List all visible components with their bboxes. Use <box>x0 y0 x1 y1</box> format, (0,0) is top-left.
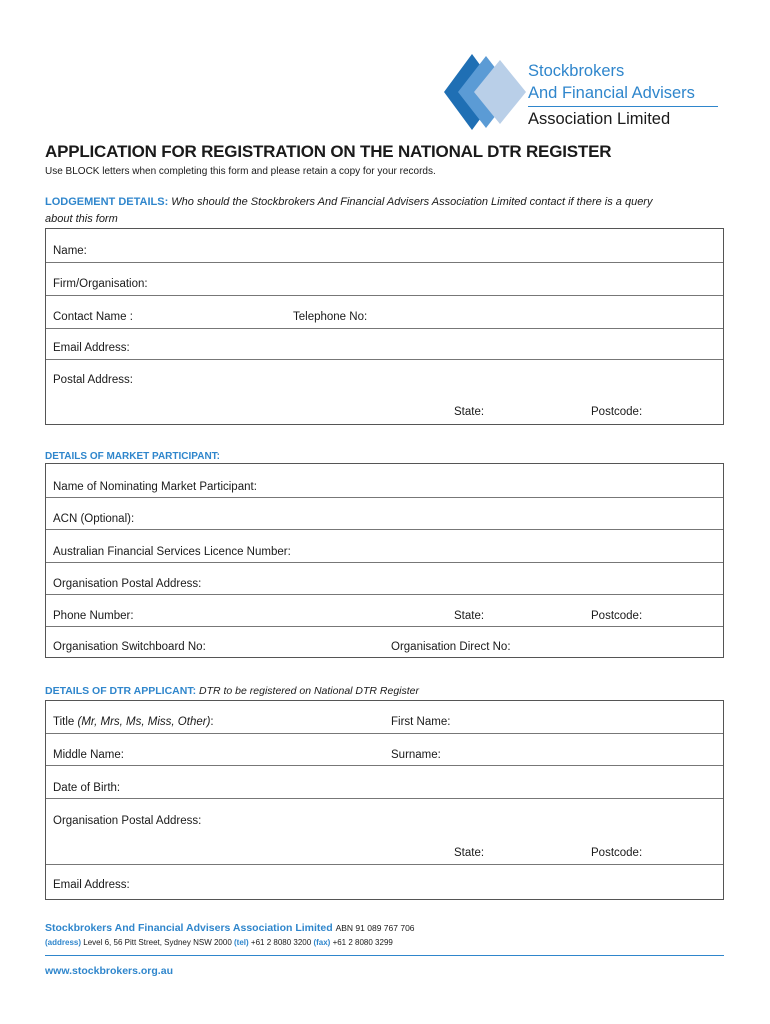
contact-name-label: Contact Name : <box>53 311 133 323</box>
diamond-logo-icon <box>444 54 528 134</box>
dtr-form <box>45 700 724 900</box>
switchboard-row[interactable] <box>46 627 723 657</box>
dtr-email-row[interactable] <box>46 865 723 899</box>
surname-label: Surname: <box>391 749 441 761</box>
lodgement-form <box>45 228 724 425</box>
fax-value: +61 2 8080 3299 <box>332 938 393 947</box>
logo-line-3: Association Limited <box>528 110 671 128</box>
name-row[interactable] <box>46 229 723 263</box>
contact-row[interactable] <box>46 296 723 329</box>
postcode-label: Postcode: <box>591 406 643 418</box>
market-form <box>45 463 724 658</box>
afsl-row[interactable] <box>46 530 723 563</box>
footer-abn: ABN 91 089 767 706 <box>335 923 415 933</box>
page-title: APPLICATION FOR REGISTRATION ON THE NATIONAL DTR REGISTER <box>45 142 612 161</box>
dtr-description: DTR to be registered on National DTR Register <box>199 685 420 697</box>
postal-label: Postal Address: <box>53 374 133 386</box>
title-options: (Mr, Mrs, Ms, Miss, Other) <box>77 716 211 728</box>
state-label: State: <box>454 406 485 418</box>
middle-name-label: Middle Name: <box>53 749 124 761</box>
org-postal-label: Organisation Postal Address: <box>53 578 202 590</box>
acn-label: ACN (Optional): <box>53 513 135 525</box>
logo-line-2: And Financial Advisers <box>528 84 695 102</box>
postal-row[interactable] <box>46 360 723 424</box>
fax-label: (fax) <box>313 938 331 947</box>
footer-url[interactable]: www.stockbrokers.org.au <box>45 965 173 977</box>
dtr-postal-row[interactable] <box>46 799 723 865</box>
lodgement-heading-label: LODGEMENT DETAILS: <box>45 196 169 208</box>
afsl-label: Australian Financial Services Licence Number: <box>53 546 291 558</box>
market-postcode-label: Postcode: <box>591 610 643 622</box>
footer-address <box>45 938 393 947</box>
middle-name-row[interactable] <box>46 734 723 766</box>
footer-org-name: Stockbrokers And Financial Advisers Association Limited <box>45 922 333 934</box>
acn-row[interactable] <box>46 498 723 530</box>
first-name-label: First Name: <box>391 716 451 728</box>
title-colon: : <box>210 716 214 728</box>
title-label: Title <box>53 716 75 728</box>
email-label: Email Address: <box>53 342 130 354</box>
title-label-group <box>53 716 214 728</box>
footer-website-link[interactable] <box>45 965 173 977</box>
dtr-postcode-label: Postcode: <box>591 847 643 859</box>
logo-wordmark <box>528 60 695 130</box>
association-logo <box>444 54 734 134</box>
lodgement-heading <box>45 194 735 228</box>
logo-divider <box>528 106 718 107</box>
dtr-email-label: Email Address: <box>53 879 130 891</box>
tel-value: +61 2 8080 3200 <box>250 938 312 947</box>
nominating-row[interactable] <box>46 464 723 498</box>
address-label: (address) <box>45 938 82 947</box>
firm-label: Firm/Organisation: <box>53 278 148 290</box>
market-state-label: State: <box>454 610 485 622</box>
phone-label: Phone Number: <box>53 610 134 622</box>
title-row[interactable] <box>46 701 723 734</box>
switchboard-label: Organisation Switchboard No: <box>53 641 206 653</box>
dtr-heading-label: DETAILS OF DTR APPLICANT: <box>45 685 197 697</box>
footer-divider <box>45 955 724 956</box>
footer-org <box>45 922 415 934</box>
page-subtitle: Use BLOCK letters when completing this form and please retain a copy for your records. <box>45 166 436 177</box>
email-row[interactable] <box>46 329 723 360</box>
org-postal-row[interactable] <box>46 563 723 595</box>
direct-label: Organisation Direct No: <box>391 641 511 653</box>
firm-row[interactable] <box>46 263 723 296</box>
nominating-label: Name of Nominating Market Participant: <box>53 481 257 493</box>
logo-line-1: Stockbrokers <box>528 62 625 80</box>
address-value: Level 6, 56 Pitt Street, Sydney NSW 2000 <box>83 938 232 947</box>
dob-row[interactable] <box>46 766 723 799</box>
phone-row[interactable] <box>46 595 723 627</box>
market-heading-label: DETAILS OF MARKET PARTICIPANT: <box>45 451 220 462</box>
dtr-heading <box>45 683 419 700</box>
dtr-org-postal-label: Organisation Postal Address: <box>53 815 202 827</box>
name-label: Name: <box>53 245 87 257</box>
telephone-label: Telephone No: <box>293 311 368 323</box>
lodgement-description-2: about this form <box>45 213 118 225</box>
dob-label: Date of Birth: <box>53 782 121 794</box>
dtr-state-label: State: <box>454 847 485 859</box>
tel-label: (tel) <box>234 938 249 947</box>
lodgement-description: Who should the Stockbrokers And Financial Advisers Association Limited contact if there is a query <box>171 196 653 208</box>
